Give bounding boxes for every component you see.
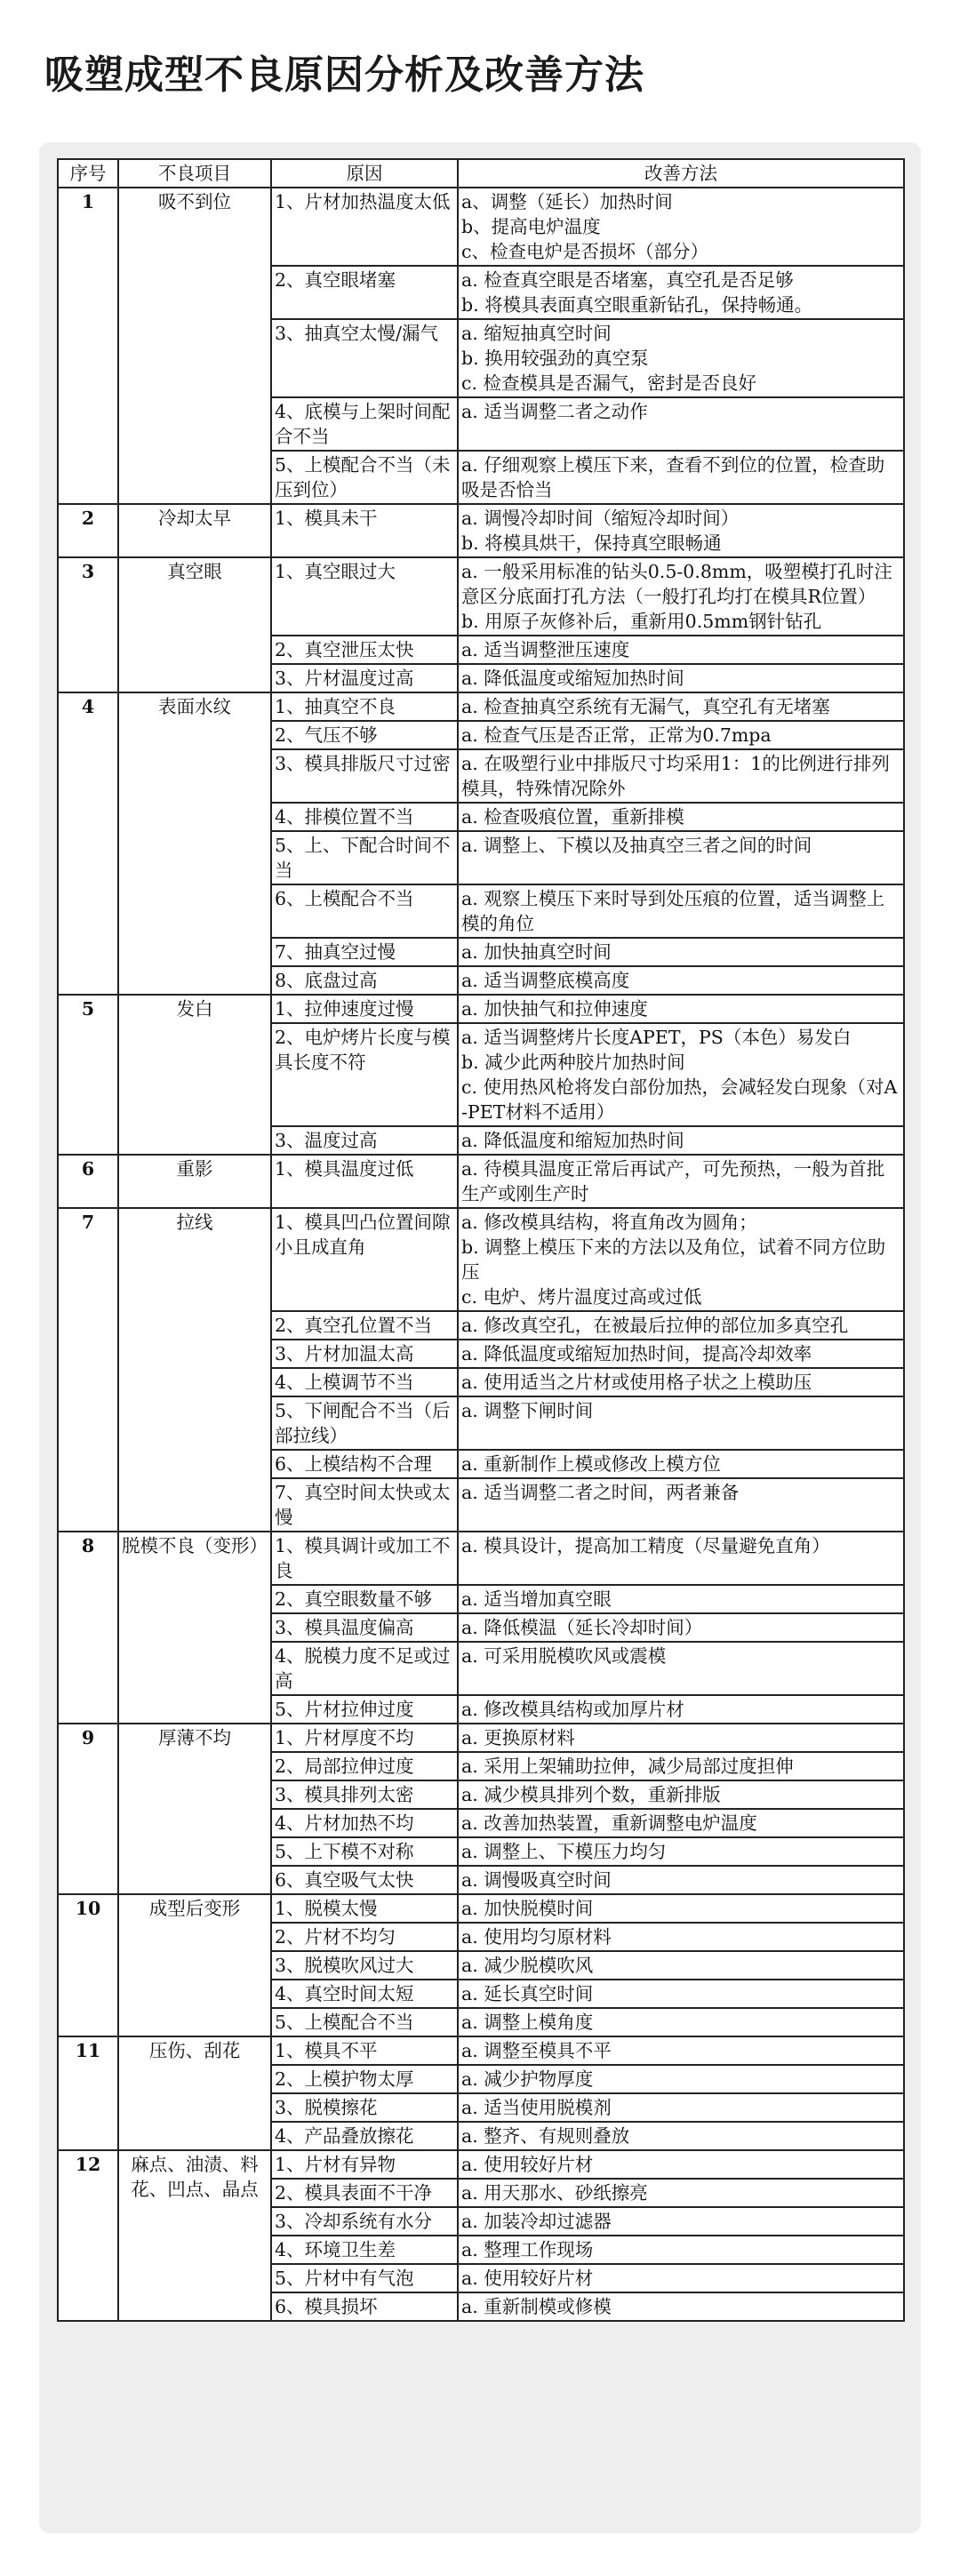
table-row <box>58 188 904 266</box>
row-number: 1 <box>58 188 118 504</box>
method-cell <box>458 1837 904 1866</box>
method-line: a. 缩短抽真空时间 <box>461 323 612 344</box>
method-cell <box>458 938 904 966</box>
method-cell <box>458 1951 904 1980</box>
method-line: a. 适当调整底模高度 <box>461 970 630 991</box>
method-cell <box>458 831 904 884</box>
method-line: a. 调整上、下模压力均匀 <box>461 1841 667 1862</box>
method-line: a. 使用均匀原材料 <box>461 1926 612 1948</box>
defect-analysis-table <box>57 158 905 2322</box>
method-line: a. 使用较好片材 <box>461 2268 594 2289</box>
method-line: a. 加快抽气和拉伸速度 <box>461 998 648 1020</box>
method-line: a. 调整至模具不平 <box>461 2040 612 2061</box>
method-cell <box>458 2122 904 2150</box>
method-cell <box>458 1450 904 1478</box>
method-line: a. 修改真空孔，在被最后拉伸的部位加多真空孔 <box>461 1315 849 1336</box>
method-line: a. 降低温度或缩短加热时间 <box>461 668 684 689</box>
table-body <box>58 188 904 2321</box>
method-line: a. 适当调整烤片长度APET，PS（本色）易发白 <box>461 1027 852 1048</box>
table-row <box>58 1724 904 1752</box>
cause-cell: 5、下闸配合不当（后部拉线） <box>271 1396 458 1450</box>
method-line: a. 适当调整泄压速度 <box>461 639 630 660</box>
row-number: 9 <box>58 1724 118 1894</box>
method-cell <box>458 721 904 749</box>
method-line: a. 调整下闸时间 <box>461 1400 594 1421</box>
defect-item: 压伤、刮花 <box>118 2036 271 2150</box>
cause-cell: 4、脱模力度不足或过高 <box>271 1642 458 1695</box>
row-number: 12 <box>58 2150 118 2321</box>
method-cell <box>458 1532 904 1585</box>
method-line: a. 减少模具排列个数，重新排版 <box>461 1784 721 1805</box>
cause-cell: 7、抽真空过慢 <box>271 938 458 966</box>
cause-cell: 2、真空眼堵塞 <box>271 266 458 319</box>
method-line: a. 重新制模或修模 <box>461 2296 612 2317</box>
defect-item: 拉线 <box>118 1208 271 1532</box>
cause-cell: 1、模具凹凸位置间隙小且成直角 <box>271 1208 458 1311</box>
method-cell <box>458 2264 904 2292</box>
table-row <box>58 2150 904 2179</box>
method-line: a. 降低模温（延长冷却时间） <box>461 1617 703 1638</box>
defect-item: 发白 <box>118 995 271 1155</box>
method-line: b. 用原子灰修补后，重新用0.5mm钢针钻孔 <box>461 611 822 632</box>
table-row <box>58 692 904 721</box>
table-row <box>58 1208 904 1311</box>
cause-cell: 1、拉伸速度过慢 <box>271 995 458 1023</box>
method-cell <box>458 2150 904 2179</box>
method-line: a. 适当使用脱模剂 <box>461 2097 612 2118</box>
method-line: a. 适当调整二者之动作 <box>461 401 648 422</box>
row-number: 7 <box>58 1208 118 1532</box>
method-line: a. 调慢吸真空时间 <box>461 1869 612 1891</box>
method-line: a. 检查吸痕位置，重新排模 <box>461 806 684 828</box>
method-cell <box>458 1780 904 1809</box>
method-cell <box>458 188 904 266</box>
method-line: a. 适当调整二者之时间，两者兼备 <box>461 1482 740 1503</box>
cause-cell: 6、真空吸气太快 <box>271 1866 458 1894</box>
method-cell <box>458 1368 904 1396</box>
method-line: a. 适当增加真空眼 <box>461 1588 612 1610</box>
method-cell <box>458 2065 904 2093</box>
method-line: a. 在吸塑行业中排版尺寸均采用1：1的比例进行排列模具，特殊情况除外 <box>461 753 890 799</box>
header-no: 序号 <box>58 159 118 188</box>
defect-item: 真空眼 <box>118 557 271 692</box>
cause-cell: 4、真空时间太短 <box>271 1980 458 2008</box>
defect-item: 表面水纹 <box>118 692 271 995</box>
method-line: a. 检查抽真空系统有无漏气，真空孔有无堵塞 <box>461 696 830 717</box>
cause-cell: 4、产品叠放擦花 <box>271 2122 458 2150</box>
method-cell <box>458 1613 904 1642</box>
method-cell <box>458 2179 904 2207</box>
row-number: 6 <box>58 1155 118 1208</box>
cause-cell: 1、模具未干 <box>271 504 458 557</box>
method-line: a. 加快抽真空时间 <box>461 941 612 963</box>
method-cell <box>458 692 904 721</box>
cause-cell: 1、真空眼过大 <box>271 557 458 636</box>
method-line: b. 将模具烘干，保持真空眼畅通 <box>461 532 722 554</box>
cause-cell: 1、抽真空不良 <box>271 692 458 721</box>
cause-cell: 4、上模调节不当 <box>271 1368 458 1396</box>
cause-cell: 2、真空孔位置不当 <box>271 1311 458 1340</box>
method-cell <box>458 803 904 831</box>
method-cell <box>458 2036 904 2065</box>
table-row <box>58 1155 904 1208</box>
method-line: a. 用天那水、砂纸擦亮 <box>461 2182 648 2204</box>
method-cell <box>458 266 904 319</box>
cause-cell: 1、片材厚度不均 <box>271 1724 458 1752</box>
cause-cell: 2、局部拉伸过度 <box>271 1752 458 1780</box>
cause-cell: 2、上模护物太厚 <box>271 2065 458 2093</box>
method-cell <box>458 1478 904 1532</box>
cause-cell: 1、片材有异物 <box>271 2150 458 2179</box>
cause-cell: 4、环境卫生差 <box>271 2236 458 2264</box>
header-cause: 原因 <box>271 159 458 188</box>
method-cell <box>458 884 904 938</box>
method-line: a. 重新制作上模或修改上模方位 <box>461 1453 721 1475</box>
method-cell <box>458 664 904 692</box>
method-cell <box>458 1980 904 2008</box>
table-row <box>58 2036 904 2065</box>
defect-item: 冷却太早 <box>118 504 271 557</box>
cause-cell: 2、电炉烤片长度与模具长度不符 <box>271 1023 458 1126</box>
method-line: c. 检查模具是否漏气，密封是否良好 <box>461 372 757 394</box>
method-cell <box>458 2008 904 2036</box>
method-line: a. 更换原材料 <box>461 1727 575 1748</box>
row-number: 11 <box>58 2036 118 2150</box>
method-line: a. 使用适当之片材或使用格子状之上模助压 <box>461 1372 812 1393</box>
cause-cell: 5、上模配合不当（未压到位） <box>271 451 458 504</box>
method-cell <box>458 1208 904 1311</box>
method-cell <box>458 1155 904 1208</box>
table-header-row <box>58 159 904 188</box>
cause-cell: 1、模具不平 <box>271 2036 458 2065</box>
method-cell <box>458 749 904 803</box>
method-cell <box>458 1126 904 1155</box>
method-cell <box>458 1695 904 1724</box>
method-line: b. 调整上模压下来的方法以及角位，试着不同方位助压 <box>461 1236 886 1283</box>
method-line: a. 调整上模角度 <box>461 2012 594 2033</box>
method-cell <box>458 504 904 557</box>
cause-cell: 3、模具排列太密 <box>271 1780 458 1809</box>
table-row <box>58 1532 904 1585</box>
method-line: b. 减少此两种胶片加热时间 <box>461 1052 685 1073</box>
method-cell <box>458 397 904 451</box>
method-cell <box>458 1642 904 1695</box>
method-cell <box>458 2236 904 2264</box>
cause-cell: 2、模具表面不干净 <box>271 2179 458 2207</box>
defect-item: 脱模不良（变形） <box>118 1532 271 1724</box>
method-cell <box>458 995 904 1023</box>
cause-cell: 4、片材加热不均 <box>271 1809 458 1837</box>
cause-cell: 1、模具调计或加工不良 <box>271 1532 458 1585</box>
method-line: a. 减少脱模吹风 <box>461 1955 594 1976</box>
cause-cell: 5、上、下配合时间不当 <box>271 831 458 884</box>
method-line: a. 降低温度和缩短加热时间 <box>461 1130 684 1151</box>
cause-cell: 5、上下模不对称 <box>271 1837 458 1866</box>
method-line: a. 可采用脱模吹风或震模 <box>461 1645 667 1667</box>
method-line: a、调整（延长）加热时间 <box>461 191 673 212</box>
method-line: c. 电炉、烤片温度过高或过低 <box>461 1286 702 1308</box>
row-number: 5 <box>58 995 118 1155</box>
method-line: a. 使用较好片材 <box>461 2154 594 2175</box>
method-line: a. 加快脱模时间 <box>461 1898 594 1919</box>
cause-cell: 5、上模配合不当 <box>271 2008 458 2036</box>
defect-item: 麻点、油渍、料花、凹点、晶点 <box>118 2150 271 2321</box>
method-cell <box>458 636 904 664</box>
cause-cell: 3、模具排版尺寸过密 <box>271 749 458 803</box>
method-line: a. 降低温度或缩短加热时间，提高冷却效率 <box>461 1343 812 1364</box>
method-cell <box>458 1023 904 1126</box>
cause-cell: 8、底盘过高 <box>271 966 458 995</box>
table-row <box>58 504 904 557</box>
cause-cell: 3、脱模擦花 <box>271 2093 458 2122</box>
row-number: 4 <box>58 692 118 995</box>
method-line: c. 使用热风枪将发白部份加热，会减轻发白现象（对A-PET材料不适用） <box>461 1076 898 1123</box>
cause-cell: 1、片材加热温度太低 <box>271 188 458 266</box>
method-cell <box>458 1923 904 1951</box>
cause-cell: 2、真空泄压太快 <box>271 636 458 664</box>
method-line: a. 改善加热装置，重新调整电炉温度 <box>461 1812 757 1834</box>
page-title: 吸塑成型不良原因分析及改善方法 <box>44 52 644 98</box>
method-line: a. 仔细观察上模压下来，查看不到位的位置，检查助吸是否恰当 <box>461 454 885 500</box>
cause-cell: 3、片材加温太高 <box>271 1340 458 1368</box>
row-number: 2 <box>58 504 118 557</box>
method-line: b、提高电炉温度 <box>461 216 601 237</box>
method-line: a. 减少护物厚度 <box>461 2068 594 2090</box>
method-cell <box>458 2292 904 2321</box>
method-line: a. 采用上架辅助拉伸，减少局部过度担伸 <box>461 1756 794 1777</box>
row-number: 8 <box>58 1532 118 1724</box>
method-cell <box>458 1866 904 1894</box>
table-row <box>58 995 904 1023</box>
method-cell <box>458 451 904 504</box>
cause-cell: 6、上模配合不当 <box>271 884 458 938</box>
cause-cell: 1、模具温度过低 <box>271 1155 458 1208</box>
method-cell <box>458 1752 904 1780</box>
header-defect: 不良项目 <box>118 159 271 188</box>
method-line: a. 调慢冷却时间（缩短冷却时间） <box>461 508 740 529</box>
cause-cell: 3、温度过高 <box>271 1126 458 1155</box>
cause-cell: 3、脱模吹风过大 <box>271 1951 458 1980</box>
defect-item: 成型后变形 <box>118 1894 271 2036</box>
method-line: b. 将模具表面真空眼重新钻孔，保持畅通。 <box>461 294 813 316</box>
row-number: 10 <box>58 1894 118 2036</box>
method-line: a. 修改模具结构，将直角改为圆角； <box>461 1212 757 1233</box>
cause-cell: 1、脱模太慢 <box>271 1894 458 1923</box>
method-cell <box>458 1894 904 1923</box>
cause-cell: 3、抽真空太慢/漏气 <box>271 319 458 397</box>
defect-item: 重影 <box>118 1155 271 1208</box>
defect-item: 吸不到位 <box>118 188 271 504</box>
cause-cell: 6、上模结构不合理 <box>271 1450 458 1478</box>
method-line: a. 整理工作现场 <box>461 2239 594 2260</box>
cause-cell: 4、排模位置不当 <box>271 803 458 831</box>
method-line: c、检查电炉是否损坏（部分） <box>461 241 708 262</box>
table-row <box>58 557 904 636</box>
cause-cell: 4、底模与上架时间配合不当 <box>271 397 458 451</box>
method-cell <box>458 1340 904 1368</box>
method-cell <box>458 1311 904 1340</box>
method-line: a. 修改模具结构或加厚片材 <box>461 1699 684 1720</box>
method-line: a. 调整上、下模以及抽真空三者之间的时间 <box>461 835 812 856</box>
method-cell <box>458 2093 904 2122</box>
table-row <box>58 1894 904 1923</box>
method-line: b. 换用较强劲的真空泵 <box>461 348 649 369</box>
cause-cell: 7、真空时间太快或太慢 <box>271 1478 458 1532</box>
method-cell <box>458 1396 904 1450</box>
method-cell <box>458 966 904 995</box>
cause-cell: 5、片材中有气泡 <box>271 2264 458 2292</box>
cause-cell: 3、冷却系统有水分 <box>271 2207 458 2236</box>
method-line: a. 检查真空眼是否堵塞，真空孔是否足够 <box>461 269 794 291</box>
method-line: a. 延长真空时间 <box>461 1983 594 2004</box>
cause-cell: 3、片材温度过高 <box>271 664 458 692</box>
method-line: a. 加装冷却过滤器 <box>461 2211 612 2232</box>
method-line: a. 整齐、有规则叠放 <box>461 2125 630 2147</box>
method-cell <box>458 319 904 397</box>
cause-cell: 2、片材不均匀 <box>271 1923 458 1951</box>
defect-item: 厚薄不均 <box>118 1724 271 1894</box>
method-cell <box>458 1585 904 1613</box>
cause-cell: 2、气压不够 <box>271 721 458 749</box>
method-line: a. 检查气压是否正常，正常为0.7mpa <box>461 724 772 746</box>
method-cell <box>458 557 904 636</box>
cause-cell: 2、真空眼数量不够 <box>271 1585 458 1613</box>
method-cell <box>458 2207 904 2236</box>
method-line: a. 观察上模压下来时导到处压痕的位置，适当调整上模的角位 <box>461 888 885 934</box>
row-number: 3 <box>58 557 118 692</box>
table-card <box>39 142 921 2533</box>
cause-cell: 3、模具温度偏高 <box>271 1613 458 1642</box>
method-cell <box>458 1724 904 1752</box>
method-cell <box>458 1809 904 1837</box>
method-line: a. 模具设计，提高加工精度（尽量避免直角） <box>461 1535 830 1556</box>
cause-cell: 6、模具损坏 <box>271 2292 458 2321</box>
method-line: a. 待模具温度正常后再试产，可先预热，一般为首批生产或刚生产时 <box>461 1158 885 1204</box>
method-line: a. 一般采用标准的钻头0.5-0.8mm，吸塑模打孔时注意区分底面打孔方法（一般打孔均打在模具R位置） <box>461 561 892 607</box>
cause-cell: 5、片材拉伸过度 <box>271 1695 458 1724</box>
header-method: 改善方法 <box>458 159 904 188</box>
